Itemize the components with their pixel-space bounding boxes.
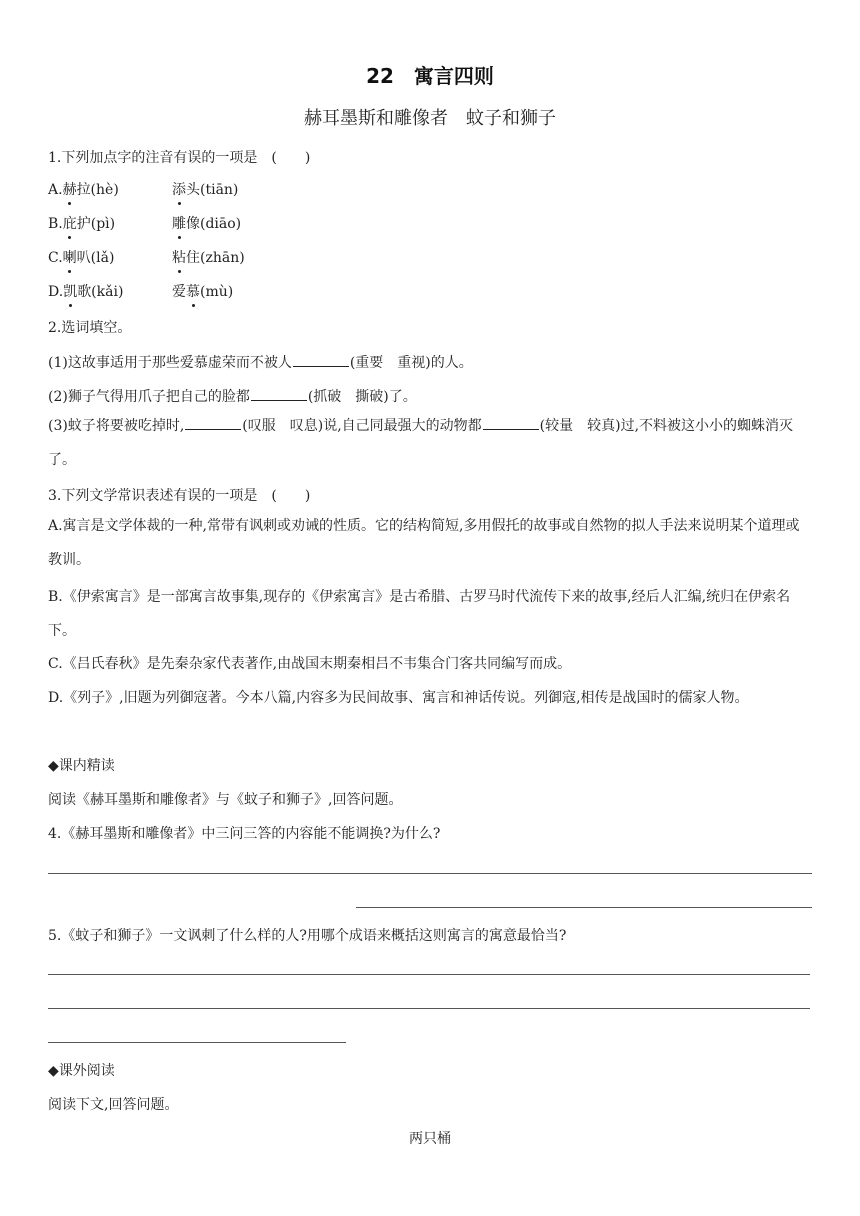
q1-option-d[interactable]: D.凯歌(kǎi) — [48, 284, 124, 300]
article-title: 两只桶 — [409, 1131, 451, 1147]
page-title: 22 寓言四则 — [366, 64, 494, 88]
answer-line[interactable] — [48, 1042, 346, 1043]
q3-option-d[interactable]: D.《列子》,旧题为列御寇著。今本八篇,内容多为民间故事、寓言和神话传说。列御寇,相传是战国时的儒家人物。 — [48, 690, 749, 706]
reading-instruction-2: 阅读下文,回答问题。 — [48, 1097, 179, 1113]
q1-option-d-second: 爱慕(mù) — [172, 284, 234, 300]
answer-line[interactable] — [48, 1008, 810, 1009]
q3-option-c[interactable]: C.《吕氏春秋》是先秦杂家代表著作,由战国末期秦相吕不韦集合门客共同编写而成。 — [48, 656, 572, 672]
q3-option-b[interactable]: B.《伊索寓言》是一部寓言故事集,现存的《伊索寓言》是古希腊、古罗马时代流传下来的故事,经后人汇编,统归在伊索名下。 — [48, 589, 791, 639]
q1-option-c[interactable]: C.喇叭(lǎ) — [48, 250, 115, 266]
q1-option-b[interactable]: B.庇护(pì) — [48, 216, 116, 232]
lesson-subtitle: 赫耳墨斯和雕像者 蚊子和狮子 — [304, 108, 556, 129]
q1-option-a-second: 添头(tiān) — [172, 182, 239, 198]
fill-blank[interactable] — [293, 352, 349, 367]
q1-option-c-second: 粘住(zhān) — [172, 250, 245, 266]
answer-line[interactable] — [356, 907, 812, 908]
question-4: 4.《赫耳墨斯和雕像者》中三问三答的内容能不能调换?为什么? — [48, 826, 441, 842]
q1-option-b-second: 雕像(diāo) — [172, 216, 242, 232]
q2-sentence-3: (3)蚊子将要被吃掉时, (叹服 叹息)说,自己同最强大的动物都 (较量 较真)过,不料被这小小的蜘蛛消灭了。 — [48, 409, 812, 477]
dotted-char: 凯 — [63, 284, 78, 300]
section-label-in-class: ◆课内精读 — [48, 758, 115, 774]
q2-sentence-2: (2)狮子气得用爪子把自己的脸都 (抓破 撕破)了。 — [48, 386, 417, 407]
question-1-stem: 1.下列加点字的注音有误的一项是 ( ) — [48, 150, 311, 166]
fill-blank[interactable] — [483, 415, 539, 430]
answer-line[interactable] — [48, 873, 812, 874]
dotted-char: 慕 — [186, 284, 200, 300]
dotted-char: 赫 — [62, 182, 77, 198]
q1-option-a[interactable]: A.赫拉(hè) — [48, 182, 119, 198]
dotted-char: 粘 — [172, 250, 186, 266]
dotted-char: 添 — [172, 182, 186, 198]
fill-blank[interactable] — [185, 415, 241, 430]
dotted-char: 庇 — [62, 216, 77, 232]
q2-sentence-1: (1)这故事适用于那些爱慕虚荣而不被人 (重要 重视)的人。 — [48, 352, 473, 373]
reading-instruction: 阅读《赫耳墨斯和雕像者》与《蚊子和狮子》,回答问题。 — [48, 792, 403, 808]
question-5: 5.《蚊子和狮子》一文讽刺了什么样的人?用哪个成语来概括这则寓言的寓意最恰当? — [48, 928, 567, 944]
fill-blank[interactable] — [251, 386, 307, 401]
answer-line[interactable] — [48, 974, 810, 975]
question-2-stem: 2.选词填空。 — [48, 320, 132, 336]
dotted-char: 喇 — [62, 250, 77, 266]
dotted-char: 雕 — [172, 216, 186, 232]
section-label-extracurricular: ◆课外阅读 — [48, 1063, 115, 1079]
q3-option-a[interactable]: A.寓言是文学体裁的一种,常带有讽刺或劝诫的性质。它的结构简短,多用假托的故事或自然物的拟人手法来说明某个道理或教训。 — [48, 518, 800, 568]
question-3-stem: 3.下列文学常识表述有误的一项是 ( ) — [48, 488, 311, 504]
